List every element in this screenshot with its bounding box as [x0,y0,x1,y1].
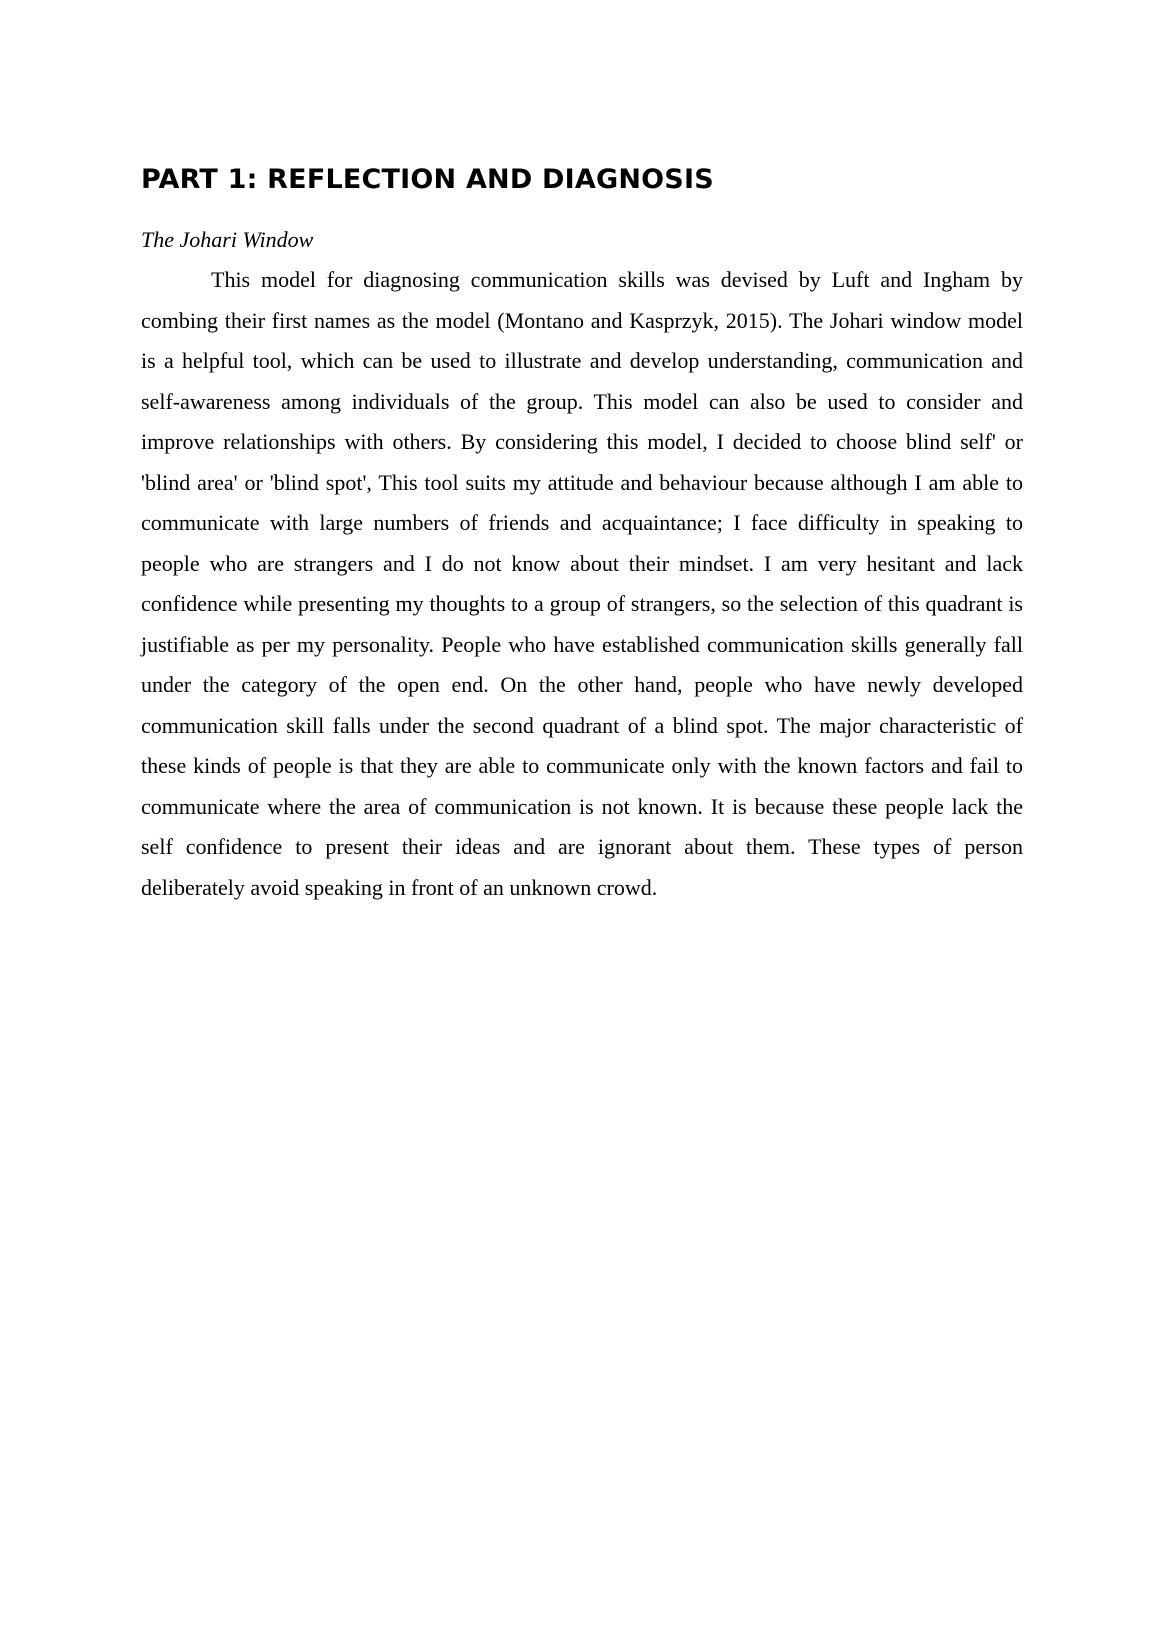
subsection-title: The Johari Window [141,227,314,252]
section-heading: PART 1: REFLECTION AND DIAGNOSIS [141,164,714,195]
body-paragraph: This model for diagnosing communication skills was devised by Luft and Ingham by combing their first names as the model (Montano and Kasprzyk, 2015). The Johari window model is a helpful tool, which can be used to illustrate and develop understanding, communication and self-awareness among individuals of the group. This model can also be used to consider and improve relationships with others. By considering this model, I decided to choose blind self' or 'blind area' or 'blind spot', This tool suits my attitude and behaviour because although I am able to communicate with large numbers of friends and acquaintance; I face difficulty in speaking to people who are strangers and I do not know about their mindset. I am very hesitant and lack confidence while presenting my thoughts to a group of strangers, so the selection of this quadrant is justifiable as per my personality. People who have established communication skills generally fall under the category of the open end. On the other hand, people who have newly developed communication skill falls under the second quadrant of a blind spot. The major characteristic of these kinds of people is that they are able to communicate only with the known factors and fail to communicate where the area of communication is not known. It is because these people lack the self confidence to present their ideas and are ignorant about them. These types of person deliberately avoid speaking in front of an unknown crowd. [141,267,1023,900]
document-content [141,158,1023,908]
